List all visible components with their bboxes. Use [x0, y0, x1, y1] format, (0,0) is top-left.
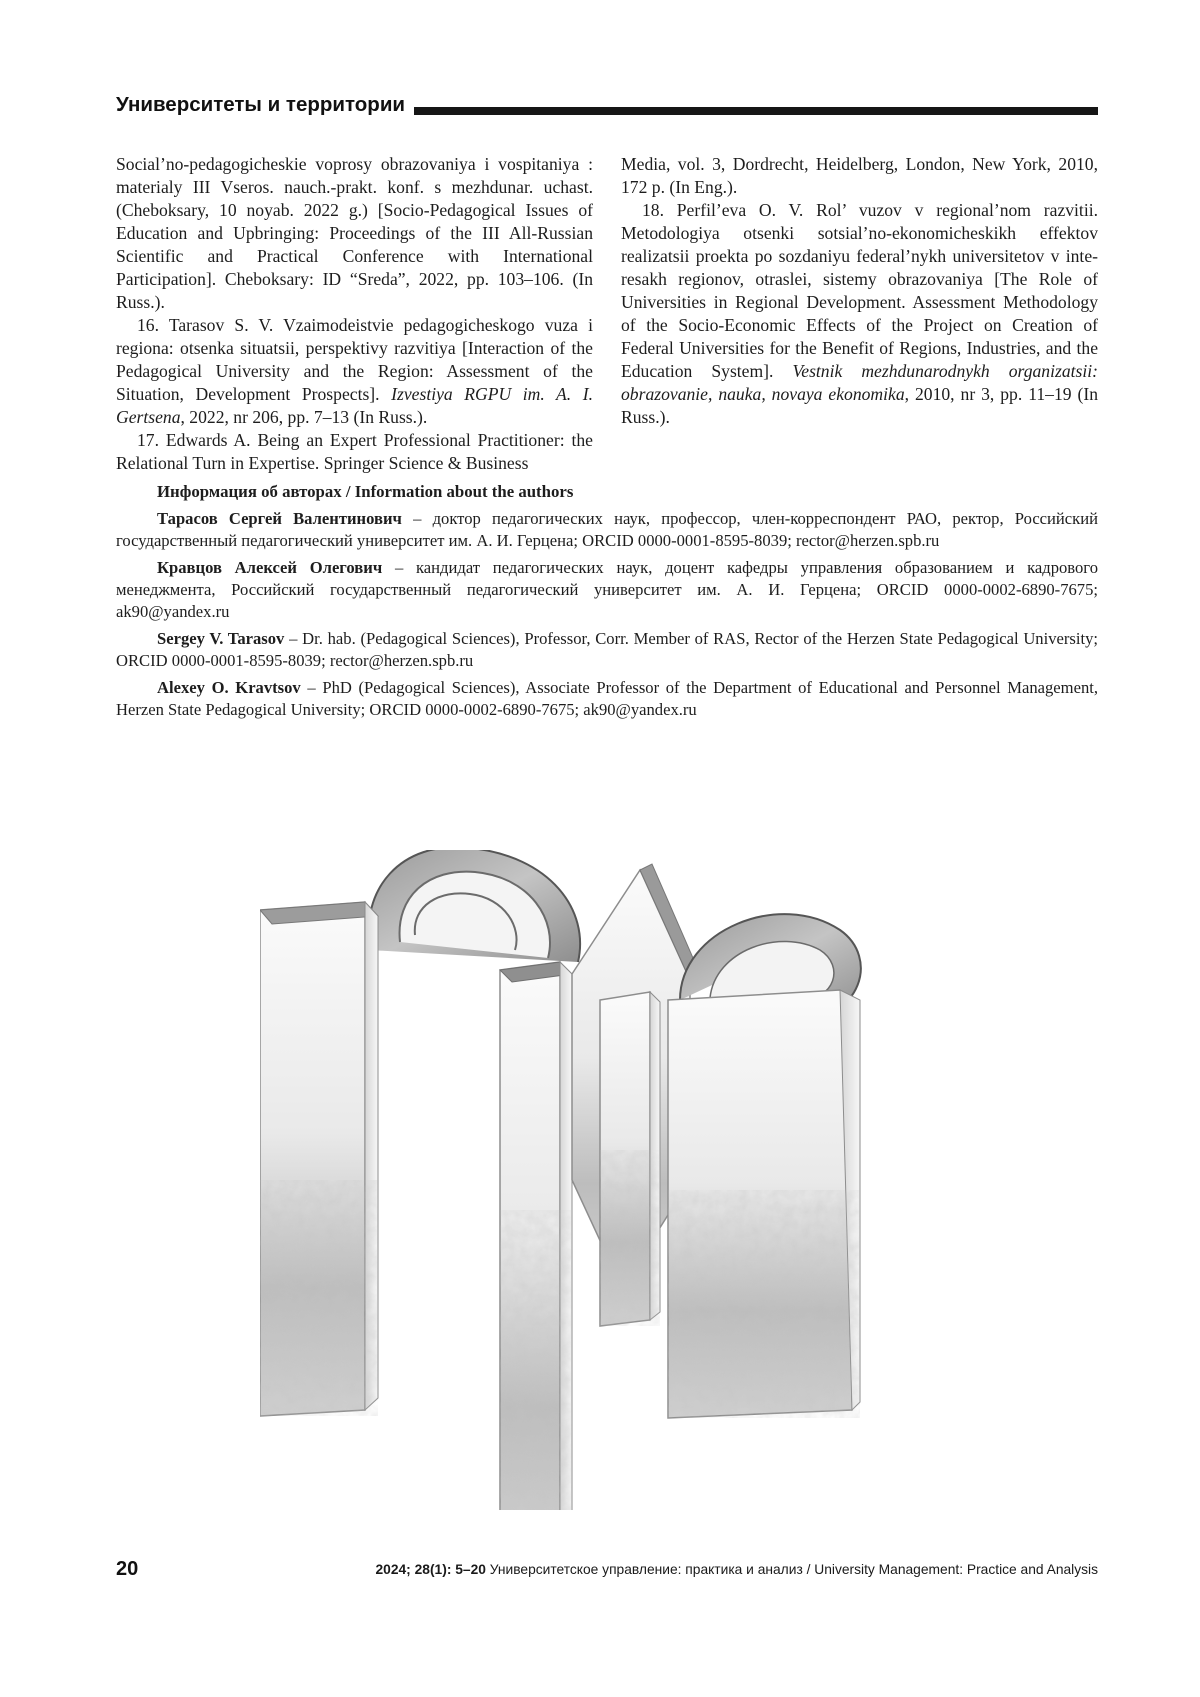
authors-heading: Информация об авторах / Information about the authors — [157, 481, 1098, 503]
authors-info — [116, 481, 1098, 726]
author-name: Alexey O. Kravtsov — [157, 678, 301, 697]
page-number: 20 — [116, 1558, 138, 1581]
author-details: – Dr. hab. (Pedagogical Sciences), Professor, Corr. Member of RAS, Rector of the Herzen State Pedagogical University; ORCID 0000-0001-8595-8039; rector@herzen.spb.ru — [116, 629, 1098, 670]
footer-issue: 2024; 28(1): 5–20 — [375, 1562, 485, 1577]
header-rule — [414, 107, 1098, 115]
page-footer — [116, 1558, 1098, 1584]
numero-sign-3d-icon — [260, 850, 970, 1510]
author-details: – кандидат педагогических наук, доцент кафедры управления образованием и кадрового менеджмента, Российский государственный педагогический университет им. А. И. Герцена; ORCID 0000-0002-6890-7675; ak90@yandex.ru — [116, 558, 1098, 621]
reference-17: 17. Edwards A. Being an Expert Professional Practitioner: the Relational Turn in Expertise. Springer Science & Business — [116, 429, 593, 475]
author-kravtsov-ru — [116, 557, 1098, 623]
author-name: Кравцов Алексей Олегович — [157, 558, 382, 577]
author-kravtsov-en — [116, 677, 1098, 721]
reference-18-text: 18. Perfil’eva O. V. Rol’ vuzov v regional’nom razvitii. Metodologiya otsenki sotsial’no-ekonomicheskikh effektov realizatsii proekta po sozdaniyu federal’nykh universitetov v inte-resakh regionov, otraslei, sistemy obrazovaniya [The Role of Universities in Regional Development. Assessment Methodology of the Socio-Economic Effects of the Project on Creation of Federal Universities for the Benefit of Regions, Industries, and the Education System]. — [621, 200, 1098, 381]
references-left-column — [116, 153, 593, 475]
author-tarasov-en — [116, 628, 1098, 672]
references-right-column — [621, 153, 1098, 429]
reference-15-continuation: Social’no-pedagogicheskie voprosy obrazovaniya i vospitaniya : materialy III Vseros. nauch.-prakt. konf. s mezhdunar. uchast. (Cheboksary, 10 noyab. 2022 g.) [Socio-Pedagogical Issues of Education and Upbringing: Proceedings of the III All-Russian Scientific and Practical Conference with International Participation]. Cheboksary: ID “Sreda”, 2022, pp. 103–106. (In Russ.). — [116, 153, 593, 314]
reference-17-continuation: Media, vol. 3, Dordrecht, Heidelberg, London, New York, 2010, 172 p. (In Eng.). — [621, 153, 1098, 199]
reference-16 — [116, 314, 593, 429]
page-header — [116, 92, 1098, 120]
reference-16-tail: , 2022, nr 206, pp. 7–13 (In Russ.). — [181, 407, 428, 427]
reference-18 — [621, 199, 1098, 429]
footer-journal: Университетское управление: практика и анализ / University Management: Practice and Analysis — [486, 1562, 1098, 1577]
author-name: Sergey V. Tarasov — [157, 629, 284, 648]
reference-18-journal: Vestnik mezhdunarodnykh organizatsii: obrazovanie, nauka, novaya ekonomika — [621, 361, 1098, 404]
reference-16-journal: Izvestiya RGPU im. A. I. Gertsena — [116, 384, 593, 427]
reference-16-text: 16. Tarasov S. V. Vzaimodeistvie pedagogicheskogo vuza i regiona: otsenka situatsii, perspektivy razvitiya [Interaction of the Pedagogical University and the Region: Assessment of the Situation, Development Prospects]. — [116, 315, 593, 404]
reference-18-tail: , 2010, nr 3, pp. 11–19 (In Russ.). — [621, 384, 1098, 427]
section-title: Университеты и территории — [116, 93, 405, 117]
author-details: – доктор педагогических наук, профессор, член-корреспондент РАО, ректор, Российский государственный педагогический университет им. А. И. Герцена; ORCID 0000-0001-8595-8039; rector@herzen.spb.ru — [116, 509, 1098, 550]
author-name: Тарасов Сергей Валентинович — [157, 509, 402, 528]
author-details: – PhD (Pedagogical Sciences), Associate Professor of the Department of Educational and Personnel Management, Herzen State Pedagogical University; ORCID 0000-0002-6890-7675; ak90@yandex.ru — [116, 678, 1098, 719]
footer-citation — [375, 1562, 1098, 1577]
author-tarasov-ru — [116, 508, 1098, 552]
